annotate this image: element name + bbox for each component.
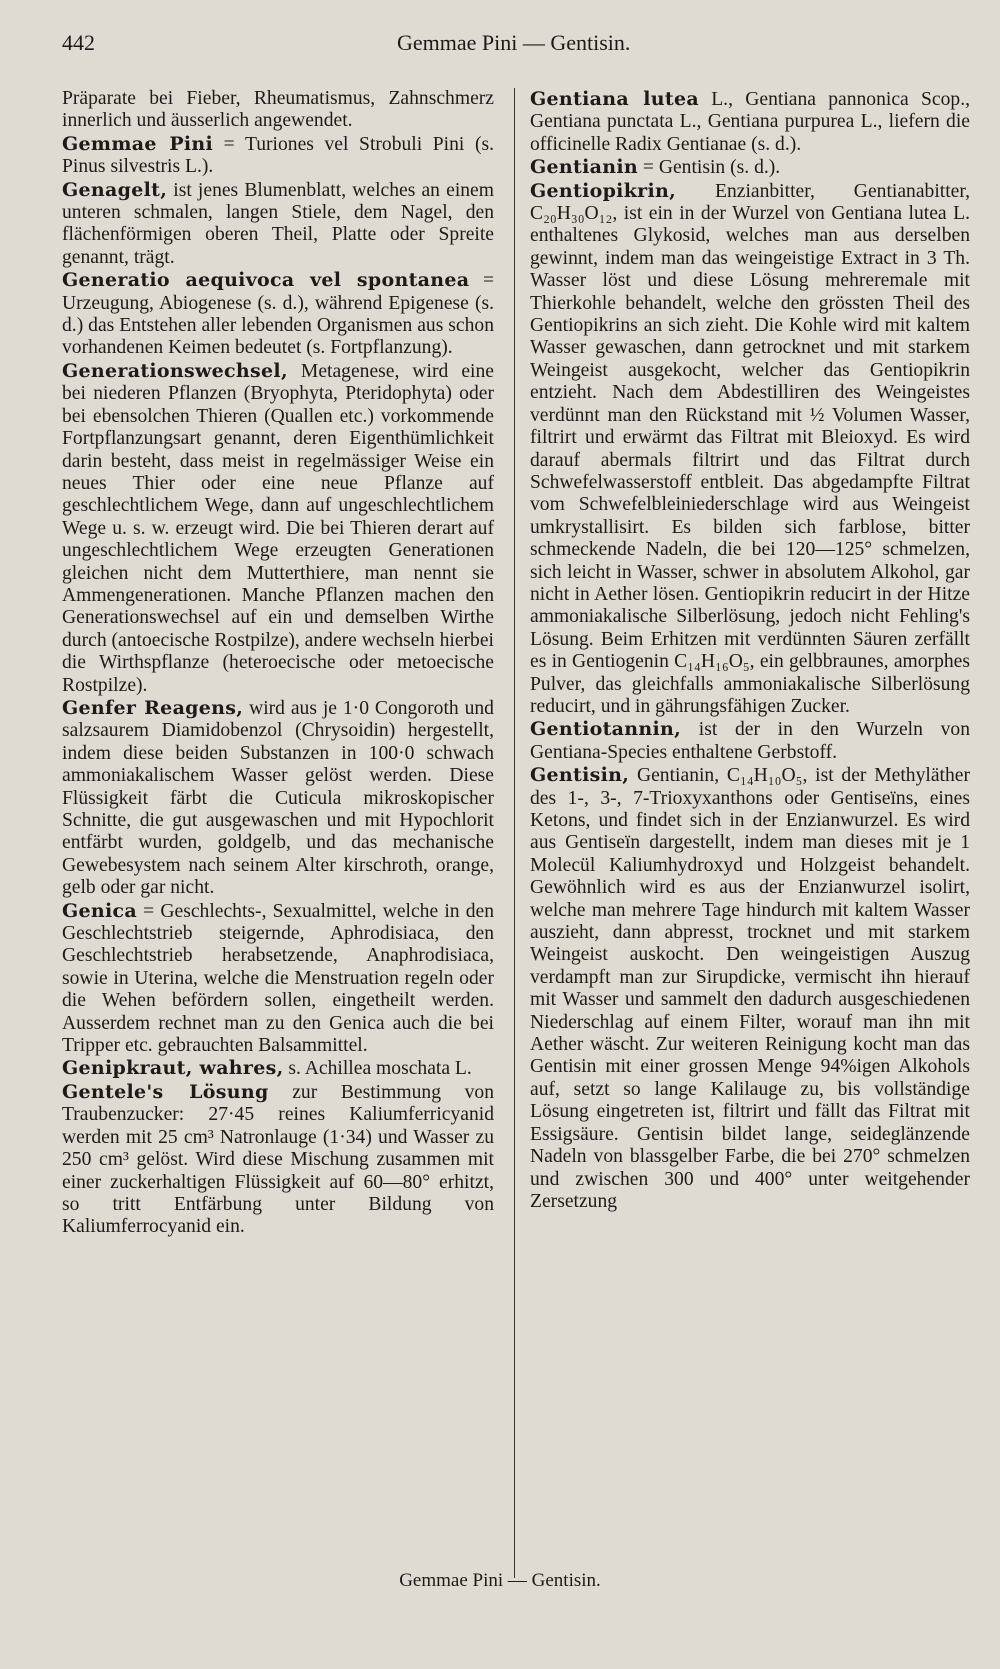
entry-generationswechsel (62, 360, 494, 697)
page-header (62, 30, 950, 60)
entry-genipkraut (62, 1057, 494, 1080)
entry-headword: Generatio aequivoca vel spontanea (62, 269, 470, 292)
entry-body: = Geschlechts-, Sexualmittel, welche in den Geschlechtstrieb steigernde, Aphrodisiaca, den Geschlechtstrieb herabsetzende, Anaphrodisiaca, sowie in Uterina, welche die Menstruation regeln oder die Wehen befördern sollen, eingetheilt werden. Ausserdem rechnet man zu den Genica auch die bei Tripper etc. gebrauchten Balsammittel. (62, 900, 494, 1057)
entry-genagelt (62, 179, 494, 270)
page-number: 442 (62, 30, 95, 55)
entry-body: = Turiones vel Strobuli Pini (s. Pinus silvestris L.). (62, 133, 495, 178)
entry-gentisin (530, 764, 970, 1213)
column-divider (514, 88, 515, 1578)
entry-body: = Gentisin (s. d.). (637, 157, 781, 179)
entry-body: ist jenes Blumenblatt, welches an einem unteren schmalen, langen Stiele, dem Nagel, den flächenförmigen oberen Theil, Platte oder Spreite genannt, trägt. (62, 179, 494, 268)
entry-gentiotannin (530, 718, 970, 764)
page-footer: Gemmae Pini — Gentisin. (399, 1570, 601, 1591)
entry-body: s. Achillea moschata L. (283, 1058, 472, 1080)
entry-body: Metagenese, wird eine bei niederen Pflanzen (Bryophyta, Pteridophyta) oder bei ebensolchen Thieren (Quallen etc.) vorkommende Fortpflanzungsart genannt, deren Eigenthümlichkeit darin besteht, dass meist in regelmässiger Weise ein neues Thier oder eine neue Pflanze auf geschlechtlichem Wege, dann auf ungeschlechtlichem Wege u. s. w. erzeugt wird. Die bei Thieren derart auf ungeschlechtlichem Wege erzeugten Generationen gleichen nicht dem Mutterthiere, man nennt sie Ammengenerationen. Manche Pflanzen machen den Generationswechsel auf ein und demselben Wirthe durch (antoecische Rostpilze), andere wechseln hierbei die Wirthspflanze (heteroecische oder metoecische Rostpilze). (62, 360, 494, 696)
entry-gentiopikrin (530, 180, 970, 719)
entry-body: Präparate bei Fieber, Rheumatismus, Zahnschmerz innerlich und äusserlich angewendet. (62, 88, 494, 132)
left-column (62, 88, 494, 1239)
entry-continuation (62, 88, 494, 133)
entry-headword: Gentisin, (530, 764, 630, 787)
entry-body: wird aus je 1·0 Congoroth und salzsaurem Diamidobenzol (Chrysoidin) hergestellt, indem diese beiden Substanzen in 100·0 schwach ammoniakalischem Wasser gelöst werden. Diese Flüssigkeit färbt die Cuticula mikroskopischer Schnitte, die gut ausgewaschen und mit Hypochlorit entfärbt wurden, goldgelb, und das mechanische Gewebesystem nach seinem Alter kirschroth, orange, gelb oder gar nicht. (62, 697, 494, 899)
entry-generatio (62, 269, 494, 360)
entry-gemmae-pini (62, 133, 494, 179)
entry-headword: Gentiana lutea (530, 88, 699, 110)
entry-body: Gentianin, C₁₄H₁₀O₅, ist der Methyläther des 1-, 3-, 7-Trioxyxanthons oder Gentiseïns, eines Ketons, und findet sich in der Enzianwurzel. Es wird aus Gentiseïn dargestellt, indem man dieses mit je 1 Molecül Kaliumhydroxyd und Holzgeist behandelt. Gewöhnlich wird es aus der Enzianwurzel isolirt, welche man mehrere Tage hindurch mit kaltem Wasser auszieht, dann abpresst, trocknet und mit starkem Weingeist auskocht. Den weingeistigen Auszug verdampft man zur Sirupdicke, vermischt ihn hierauf mit Wasser und sammelt den dadurch ausgeschiedenen Niederschlag auf einem Filter, worauf man ihn mit Aether wäscht. Zur weiteren Reinigung kocht man das Gentisin mit einer grossen Menge 94%igen Alkohols auf, setzt so lange Kalilauge zu, bis vollständige Lösung eingetreten ist, filtrirt und fällt das Filtrat mit Essigsäure. Gentisin bildet lange, seideglänzende Nadeln von blassgelber Farbe, die bei 270° schmelzen und zwischen 300 und 400° unter weitgehender Zersetzung (530, 765, 970, 1212)
entry-body: = Urzeugung, Abiogenese (s. d.), während Epigenese (s. d.) das Entstehen aller lebenden Organismen aus schon vorhandenen Keimen bedeutet (s. Fortpflanzung). (62, 270, 495, 359)
right-column (530, 88, 970, 1213)
entry-headword: Gentele's Lösung (62, 1080, 269, 1103)
entry-headword: Generationswechsel, (62, 359, 288, 382)
entry-headword: Genipkraut, wahres, (62, 1057, 284, 1080)
entry-gentianin (530, 156, 970, 179)
entry-genteles-loesung (62, 1081, 494, 1239)
entry-genfer-reagens (62, 697, 494, 900)
entry-headword: Gemmae Pini (62, 132, 214, 155)
entry-headword: Genfer Reagens, (62, 696, 244, 719)
running-title: Gemmae Pini — Gentisin. (397, 30, 631, 55)
entry-headword: Gentiopikrin, (530, 179, 677, 202)
entry-headword: Genica (62, 899, 138, 922)
entry-headword: Gentiotannin, (530, 718, 682, 741)
entry-body: Enzianbitter, Gentianabitter, C₂₀H₃₀O₁₂, ist ein in der Wurzel von Gentiana lutea L. enthaltenes Glykosid, welches man aus derselben gewinnt, indem man das weingeistige Extract in 3 Th. Wasser löst und diese Lösung mehreremale mit Thierkohle behandelt, welche den grössten Theil des Gentiopikrins an sich zieht. Die Kohle wird mit kaltem Wasser gewaschen, dann getrocknet und mit starkem Weingeist ausgekocht, welcher das Gentiopikrin entzieht. Nach dem Abdestilliren des Weingeistes verdünnt man den Rückstand mit ½ Volumen Wasser, filtrirt und erwärmt das Filtrat mit Bleioxyd. Es wird darauf abermals filtrirt und das Filtrat durch Schwefelwasserstoff entbleit. Das abgedampfte Filtrat vom Schwefelbleiniederschlage wird aus Weingeist umkrystallisirt. Es bilden sich farblose, bitter schmeckende Nadeln, die bei 120—125° schmelzen, sich leicht in Wasser, schwer in absolutem Alkohol, gar nicht in Aether lösen. Gentiopikrin reducirt in der Hitze ammoniakalische Silberlösung, jedoch nicht Fehling's Lösung. Beim Erhitzen mit verdünnten Säuren zerfällt es in Gentiogenin C₁₄H₁₆O₅, ein gelbbraunes, amorphes Pulver, das gleichfalls ammoniakalische Silberlösung reducirt, und in gährungsfähigen Zucker. (530, 180, 970, 717)
entry-headword: Genagelt, (62, 178, 168, 201)
entry-headword: Gentianin (530, 156, 638, 179)
entry-genica (62, 900, 494, 1058)
entry-body: L., Gentiana pannonica Scop., Gentiana punctata L., Gentiana purpurea L., liefern die officinelle Radix Gentianae (s. d.). (530, 89, 970, 155)
entry-body: zur Bestimmung von Traubenzucker: 27·45 reines Kaliumferricyanid werden mit 25 cm³ Natronlauge (1·34) und Wasser zu 250 cm³ gelöst. Wird diese Mischung zusammen mit einer zuckerhaltigen Flüssigkeit auf 60—80° erhitzt, so tritt Entfärbung unter Bildung von Kaliumferrocyanid ein. (62, 1081, 494, 1238)
entry-gentiana-lutea (530, 88, 970, 156)
entry-body: ist der in den Wurzeln von Gentiana-Species enthaltene Gerbstoff. (530, 719, 970, 763)
